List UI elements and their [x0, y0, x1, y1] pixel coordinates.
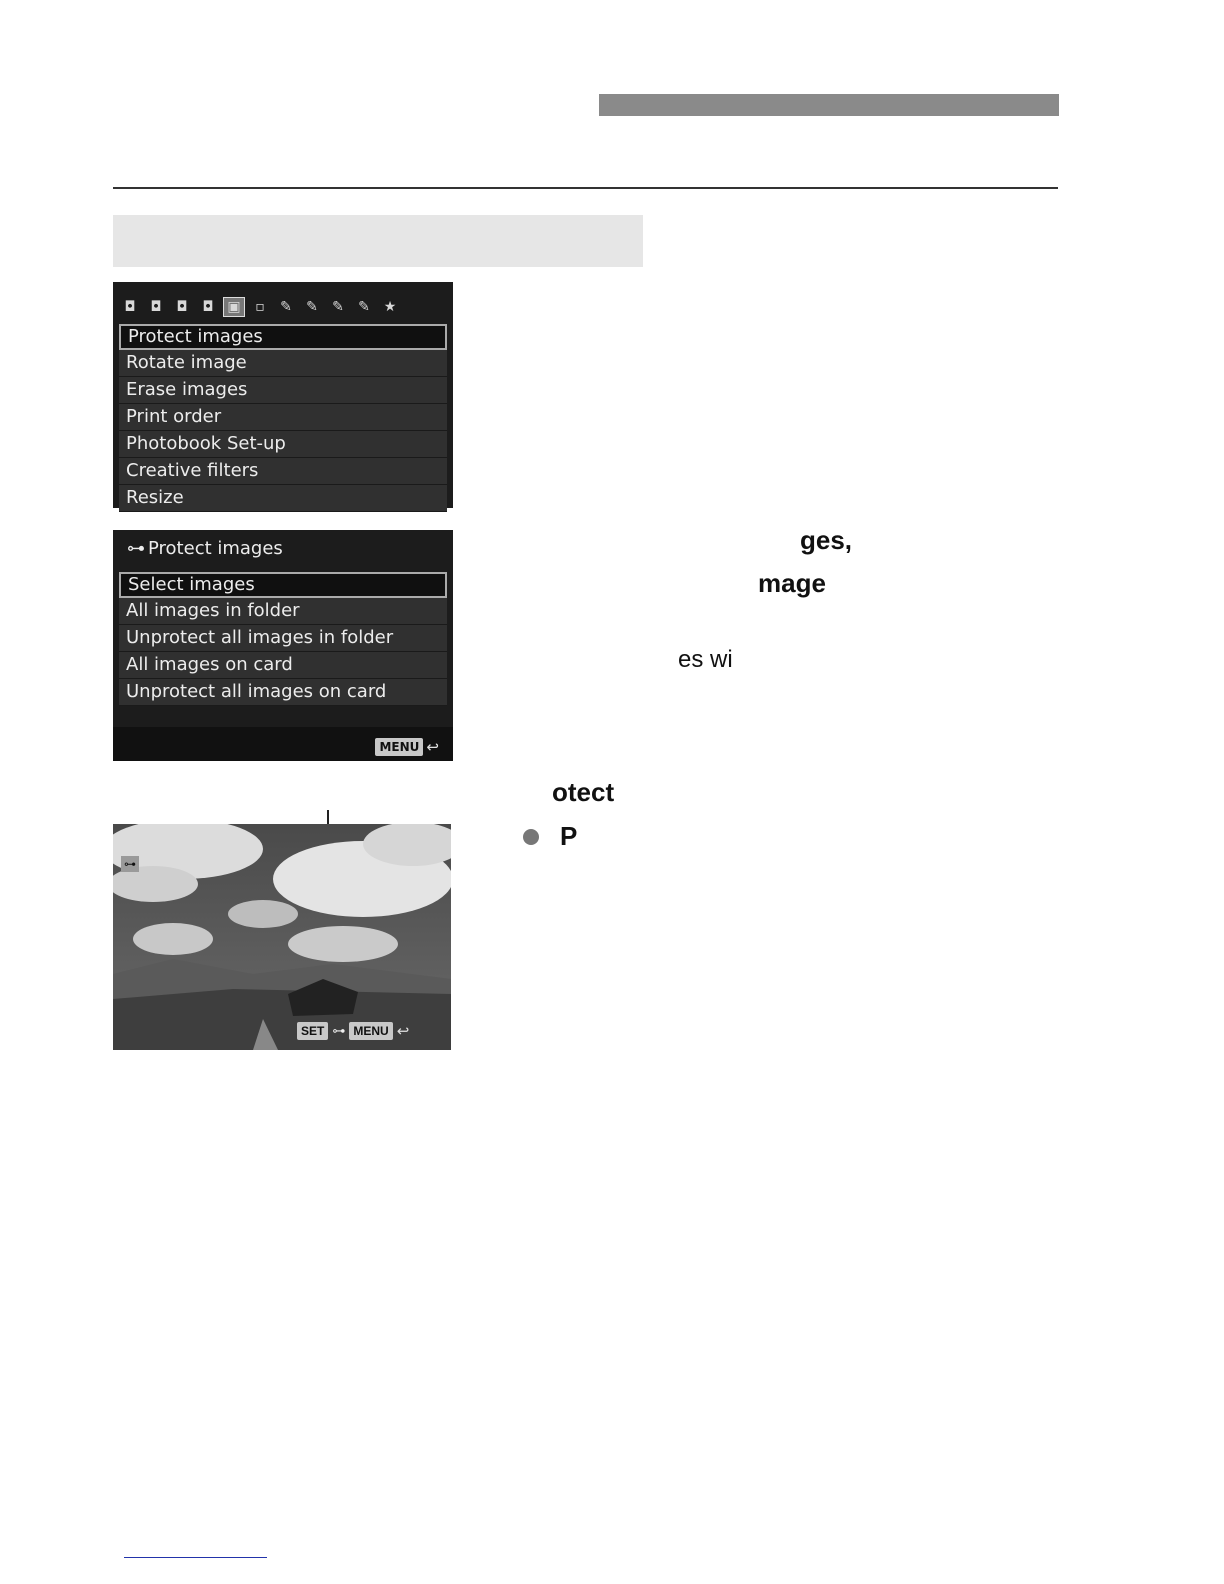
- screen-title-text: Protect images: [148, 538, 283, 559]
- protect-options-list: [119, 572, 447, 706]
- key-icon: ⊶: [332, 1023, 346, 1038]
- menu-item-rotate-image[interactable]: Rotate image: [119, 350, 447, 377]
- header-bar: [599, 94, 1059, 116]
- menu-item-all-images-on-card[interactable]: All images on card: [119, 652, 447, 679]
- menu-item-photobook-setup[interactable]: Photobook Set-up: [119, 431, 447, 458]
- text-fragment: mage: [758, 568, 826, 598]
- text-fragment: es wi: [678, 646, 733, 673]
- menu-item-all-images-in-folder[interactable]: All images in folder: [119, 598, 447, 625]
- protected-photo-screen: [113, 824, 451, 1050]
- camera-icon[interactable]: ◘: [150, 299, 162, 315]
- menu-item-unprotect-folder[interactable]: Unprotect all images in folder: [119, 625, 447, 652]
- playback-menu-list: [119, 324, 447, 512]
- wrench-icon[interactable]: ✎: [332, 299, 344, 315]
- footer-link-underline: [124, 1557, 267, 1558]
- wrench-icon[interactable]: ✎: [306, 299, 318, 315]
- header-rule: [113, 187, 1058, 189]
- menu-item-select-images[interactable]: Select images: [119, 572, 447, 598]
- camera-icon[interactable]: ◘: [124, 299, 136, 315]
- text-fragment: otect: [552, 777, 615, 807]
- key-icon: ⊶: [127, 538, 145, 559]
- playback-menu-screen: [113, 282, 453, 508]
- screen-title: [127, 538, 283, 559]
- landscape-photo: [113, 824, 451, 1050]
- section-heading-band: [113, 215, 643, 267]
- protect-icon: ⊶: [121, 856, 139, 872]
- protect-images-screen: [113, 530, 453, 761]
- menu-badge: MENU: [375, 738, 423, 756]
- menu-item-resize[interactable]: Resize: [119, 485, 447, 512]
- star-icon[interactable]: ★: [383, 299, 397, 315]
- playback-icon[interactable]: ▣: [223, 297, 245, 317]
- menu-button[interactable]: MENU: [349, 1022, 392, 1040]
- wrench-icon[interactable]: ✎: [358, 299, 370, 315]
- bullet: [523, 829, 539, 845]
- text-fragment: ges,: [800, 525, 853, 555]
- text-fragment: P: [560, 821, 578, 851]
- back-icon: ↩: [396, 1023, 410, 1040]
- menu-item-unprotect-card[interactable]: Unprotect all images on card: [119, 679, 447, 706]
- set-button[interactable]: SET: [297, 1022, 328, 1040]
- screen-footer: [113, 727, 453, 761]
- photo-controls: [297, 1022, 409, 1040]
- menu-back-button[interactable]: [375, 738, 439, 756]
- camera-icon[interactable]: ◘: [202, 299, 214, 315]
- menu-tabs: [119, 296, 447, 318]
- wrench-icon[interactable]: ✎: [280, 299, 292, 315]
- camera-icon[interactable]: ◘: [176, 299, 188, 315]
- menu-item-protect-images[interactable]: Protect images: [119, 324, 447, 350]
- playback-icon[interactable]: ▫: [255, 299, 265, 315]
- menu-item-print-order[interactable]: Print order: [119, 404, 447, 431]
- menu-item-erase-images[interactable]: Erase images: [119, 377, 447, 404]
- menu-item-creative-filters[interactable]: Creative filters: [119, 458, 447, 485]
- back-icon: ↩: [426, 738, 439, 756]
